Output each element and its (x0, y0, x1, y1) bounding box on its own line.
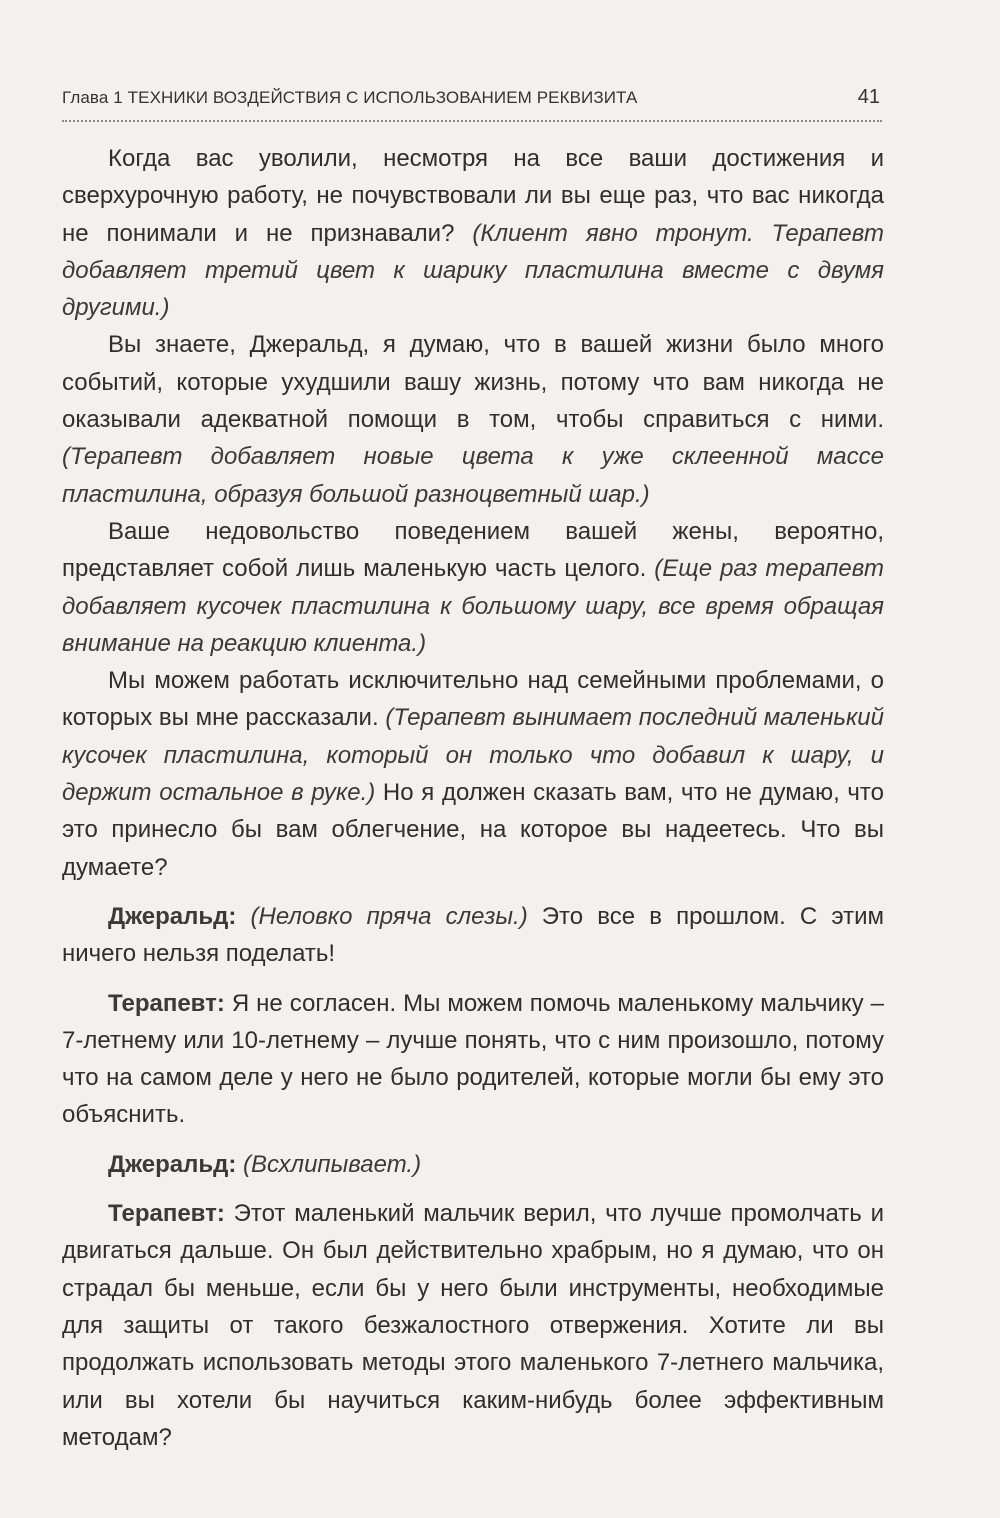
speaker-name: Терапевт: (108, 1200, 225, 1228)
paragraph-tail: Но я должен сказать вам, что не думаю, что это принесло бы вам облегчение, на которое вы надеетесь. Что вы думаете? (62, 779, 885, 881)
dialog-line-3 (62, 1146, 884, 1183)
dialog-line-2 (62, 985, 884, 1134)
dialog-text: Это все в прошлом. С этим ничего нельзя поделать! (62, 902, 884, 968)
running-head (62, 88, 882, 118)
speaker-name: Джеральд: (108, 1150, 237, 1178)
paragraph-text: Вы знаете, Джеральд, я думаю, что в вашей жизни было много событий, которые ухудшили вашу жизнь, потому что вам никогда не оказывали адекватной помощи в том, чтобы справиться с ними. (62, 331, 884, 434)
stage-direction: (Еще раз терапевт добавляет кусочек пластилина к большому шару, все время обращая внимание на реакцию клиента.) (62, 555, 884, 657)
paragraph-text: Мы можем работать исключительно над семейными проблемами, о которых вы мне рассказали. (62, 667, 884, 732)
stage-direction: (Всхлипывает.) (236, 1150, 422, 1178)
speaker-name: Терапевт: (108, 989, 225, 1017)
dialog-line-4 (62, 1195, 884, 1456)
stage-direction: (Неловко пряча слезы.) (236, 902, 528, 930)
dialog-text: Этот маленький мальчик верил, что лучше промолчать и двигаться дальше. Он был действительно храбрым, но я думаю, что он страдал бы меньше, если бы у него были инструменты, необходимые для защиты от такого безжалостного отвержения. Хотите ли вы продолжать использовать методы этого маленького 7-летнего мальчика, или вы хотели бы научиться каким-нибудь более эффективным методам? (62, 1200, 884, 1451)
dialog-text: Я не согласен. Мы можем помочь маленькому мальчику – 7-летнему или 10-летнему – лучше понять, что с ним произошло, потому что на самом деле у него не было родителей, которые могли бы ему это объяснить. (62, 989, 884, 1129)
paragraph-2 (62, 326, 884, 512)
speaker-name: Джеральд: (108, 902, 237, 930)
chapter-title (62, 88, 637, 108)
paragraph-text: Ваше недовольство поведением вашей жены, вероятно, представляет собой лишь маленькую часть целого. (62, 517, 884, 583)
body-text (62, 140, 884, 1456)
page-number: 41 (857, 86, 880, 108)
stage-direction: (Клиент явно тронут. Терапевт добавляет третий цвет к шарику пластилина вместе с двумя другими.) (62, 219, 884, 322)
paragraph-1 (62, 140, 884, 326)
chapter-name: ТЕХНИКИ ВОЗДЕЙСТВИЯ С ИСПОЛЬЗОВАНИЕМ РЕКВИЗИТА (127, 88, 638, 107)
paragraph-3 (62, 513, 884, 662)
stage-direction: (Терапевт вынимает последний маленький кусочек пластилина, который он только что добавил к шару, и держит остальное в руке.) (62, 704, 885, 807)
paragraph-4 (62, 662, 884, 886)
chapter-label: Глава 1 (62, 88, 123, 107)
header-divider (62, 120, 882, 122)
paragraph-text: Когда вас уволили, несмотря на все ваши достижения и сверхурочную работу, не почувствовали ли вы еще раз, что вас никогда не понимали и не признавали? (62, 145, 884, 247)
stage-direction: (Терапевт добавляет новые цвета к уже склеенной массе пластилина, образуя большой разноцветный шар.) (62, 443, 884, 508)
dialog-line-1 (62, 898, 884, 973)
